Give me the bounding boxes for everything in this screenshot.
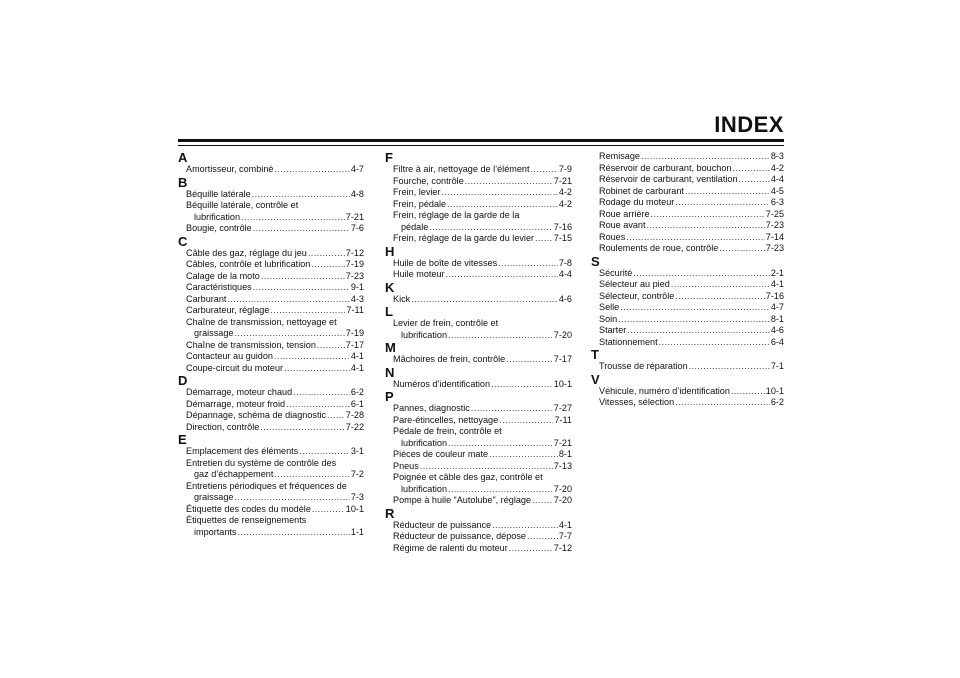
dot-leader — [411, 294, 558, 306]
index-letter-heading: N — [385, 364, 395, 380]
index-letter-heading: E — [178, 432, 187, 447]
index-entry-continuation — [385, 484, 572, 496]
index-page-number: 10-1 — [553, 378, 572, 389]
index-entry-continuation — [178, 492, 364, 504]
index-entry — [385, 426, 572, 438]
index-page-number: 4-8 — [350, 188, 364, 199]
header-rule-thin — [178, 145, 784, 146]
index-entry-text: lubrification — [401, 483, 447, 494]
index-page-number: 8-1 — [558, 449, 572, 459]
index-page-number: 7-19 — [345, 259, 364, 269]
index-page-number: 4-3 — [350, 293, 364, 304]
index-entry — [385, 210, 572, 222]
dot-leader — [731, 386, 765, 398]
index-letter-heading: L — [385, 304, 393, 319]
dot-leader — [284, 363, 350, 375]
index-entry — [178, 317, 364, 329]
index-page-number: 4-1 — [770, 279, 784, 289]
dot-leader — [317, 340, 345, 352]
index-page-number: 10-1 — [345, 503, 364, 514]
index-entry — [591, 197, 784, 209]
index-entry-text: gaz d’échappement — [194, 469, 274, 479]
dot-leader — [651, 209, 765, 221]
index-entry — [385, 379, 572, 391]
index-letter-heading: M — [385, 340, 396, 355]
index-page-number: 4-1 — [350, 362, 364, 373]
index-entry-text: graissage — [194, 492, 234, 502]
index-page-number: 3-1 — [350, 446, 364, 456]
index-entry-text: Chaîne de transmission, tension — [186, 339, 316, 350]
dot-leader — [491, 379, 553, 391]
index-entry-text: Béquille latérale, contrôle et — [186, 200, 299, 210]
index-entry — [178, 164, 364, 176]
index-entry-text: Frein, réglage de la garde du levier — [393, 233, 535, 243]
index-entry — [591, 279, 784, 291]
index-entry-text: Huile de boîte de vitesses — [393, 257, 498, 268]
index-entry — [178, 340, 364, 352]
index-entry-text: Caractéristiques — [186, 282, 252, 292]
index-column-2 — [385, 151, 572, 554]
index-entry — [385, 472, 572, 484]
index-entry-text: Réservoir de carburant, ventilation — [599, 174, 738, 184]
index-page-number: 7-23 — [765, 220, 784, 230]
index-entry-text: Véhicule, numéro d’identification — [599, 385, 730, 396]
dot-leader — [471, 403, 553, 415]
dot-leader — [227, 294, 349, 306]
index-entry-continuation — [178, 328, 364, 340]
index-entry — [385, 233, 572, 245]
dot-leader — [506, 354, 553, 366]
index-page-number: 7-22 — [345, 421, 364, 432]
dot-leader — [498, 258, 558, 270]
index-entry-text: Direction, contrôle — [186, 421, 260, 432]
dot-leader — [685, 186, 770, 198]
dot-leader — [527, 531, 558, 543]
index-entry — [591, 220, 784, 232]
index-entry-text: Carburant — [186, 293, 227, 304]
index-page-number: 2-1 — [770, 267, 784, 278]
index-entry — [178, 282, 364, 294]
index-entry-text: Bougie, contrôle — [186, 223, 252, 233]
index-entry — [591, 361, 784, 373]
index-entry-text: Entretien du système de contrôle des — [186, 457, 337, 468]
index-letter-heading: A — [178, 150, 188, 165]
index-entry-text: Roue avant — [599, 220, 646, 230]
dot-leader — [312, 504, 345, 516]
index-entry — [385, 269, 572, 281]
dot-leader — [627, 325, 770, 337]
index-entry-text: graissage — [194, 328, 234, 338]
dot-leader — [274, 164, 349, 176]
index-page-number: 7-23 — [345, 270, 364, 281]
index-entry — [178, 363, 364, 375]
dot-leader — [509, 543, 553, 555]
index-column-1 — [178, 151, 364, 538]
index-entry-text: Pneus — [393, 460, 419, 471]
index-entry-continuation — [178, 212, 364, 224]
dot-leader — [308, 248, 345, 260]
index-entry-text: Numéros d’identification — [393, 378, 491, 389]
index-page-number: 7-16 — [553, 221, 572, 232]
index-entry-text: Réservoir de carburant, bouchon — [599, 162, 732, 173]
dot-leader — [448, 484, 553, 496]
index-entry-text: Poignée et câble des gaz, contrôle et — [393, 472, 543, 482]
index-entry — [178, 504, 364, 516]
index-entry — [178, 458, 364, 470]
index-page-number: 7-20 — [553, 329, 572, 340]
index-page-number: 8-3 — [770, 151, 784, 161]
dot-leader — [671, 279, 770, 291]
dot-leader — [620, 302, 770, 314]
dot-leader — [274, 469, 349, 481]
index-letter-heading: C — [178, 233, 188, 249]
index-entry — [591, 151, 784, 163]
index-page-number: 6-4 — [770, 336, 784, 347]
index-page-number: 1-1 — [350, 526, 364, 537]
index-page-number: 4-1 — [350, 351, 364, 361]
index-page-number: 6-3 — [770, 197, 784, 207]
dot-leader — [675, 197, 770, 209]
index-entry — [385, 354, 572, 366]
index-page-number: 7-7 — [558, 531, 572, 541]
index-entry-text: Filtre à air, nettoyage de l’élément — [393, 164, 530, 174]
index-letter-heading: B — [178, 174, 188, 190]
index-entry-continuation — [178, 527, 364, 539]
index-page-number: 7-27 — [553, 403, 572, 413]
index-entry-text: Rodage du moteur — [599, 197, 675, 207]
dot-leader — [447, 199, 558, 211]
index-entry — [385, 199, 572, 211]
index-entry-text: Sécurité — [599, 267, 633, 278]
index-page-number: 7-20 — [553, 495, 572, 505]
index-page-number: 4-7 — [350, 164, 364, 174]
index-entry-text: Dépannage, schéma de diagnostic — [186, 410, 327, 420]
dot-leader — [237, 527, 349, 539]
index-entry-text: Trousse de réparation — [599, 361, 688, 371]
index-letter-heading: K — [385, 279, 395, 295]
index-entry — [178, 294, 364, 306]
index-entry-text: Pare-étincelles, nettoyage — [393, 414, 499, 425]
index-page-number: 7-3 — [350, 492, 364, 502]
index-page-number: 7-25 — [765, 208, 784, 219]
index-entry-text: lubrification — [194, 211, 240, 222]
index-page-number: 7-8 — [558, 257, 572, 268]
index-page-number: 7-12 — [553, 542, 572, 553]
index-page-number: 4-4 — [770, 174, 784, 184]
index-page-number: 4-1 — [558, 519, 572, 530]
dot-leader — [675, 397, 770, 409]
dot-leader — [492, 520, 558, 532]
index-entry-text: Robinet de carburant — [599, 185, 684, 196]
index-entry-text: Roues — [599, 231, 626, 242]
index-entry — [591, 186, 784, 198]
index-entry — [178, 410, 364, 422]
dot-leader — [253, 223, 350, 235]
index-entry — [385, 318, 572, 330]
index-page-number: 4-6 — [770, 325, 784, 335]
index-letter-heading: V — [591, 371, 600, 387]
index-entry-text: Pompe à huile “Autolube”, réglage — [393, 495, 532, 505]
index-entry-text: Levier de frein, contrôle et — [393, 318, 499, 328]
index-entry-continuation — [178, 469, 364, 481]
index-entry — [178, 248, 364, 260]
index-letter-heading: D — [178, 373, 188, 388]
index-entry — [385, 258, 572, 270]
index-entry-text: Étiquettes de renseignements — [186, 515, 307, 525]
index-page-number: 8-1 — [770, 313, 784, 324]
index-letter-heading: F — [385, 150, 393, 165]
index-page-number: 4-4 — [558, 269, 572, 279]
index-entry-text: Emplacement des éléments — [186, 446, 299, 456]
index-entry-text: Fourche, contrôle — [393, 175, 464, 186]
index-entry — [178, 351, 364, 363]
index-entry-continuation — [385, 222, 572, 234]
dot-leader — [532, 495, 553, 507]
index-page-number: 4-2 — [558, 198, 572, 209]
index-entry-text: Frein, levier — [393, 187, 441, 197]
dot-leader — [286, 399, 350, 411]
index-entry — [385, 495, 572, 507]
index-page-number: 7-21 — [345, 211, 364, 222]
dot-leader — [442, 187, 558, 199]
index-page-number: 7-21 — [553, 175, 572, 186]
index-entry-text: importants — [194, 526, 237, 537]
index-entry — [178, 259, 364, 271]
index-entry-text: Étiquette des codes du modèle — [186, 503, 311, 514]
index-entry — [385, 520, 572, 532]
index-page-number: 7-2 — [350, 469, 364, 479]
dot-leader — [446, 269, 558, 281]
dot-leader — [489, 449, 558, 461]
index-entry-text: Soin — [599, 313, 618, 324]
index-page-number: 7-17 — [345, 339, 364, 350]
index-entry-text: Sélecteur au pied — [599, 279, 670, 289]
index-page-number: 7-11 — [346, 305, 364, 315]
index-entry — [591, 209, 784, 221]
index-entry-text: Réducteur de puissance, dépose — [393, 531, 526, 541]
index-column-3 — [591, 151, 784, 409]
index-entry-text: Carburateur, réglage — [186, 305, 270, 315]
index-entry — [591, 243, 784, 255]
dot-leader — [270, 305, 345, 317]
index-page-number: 4-7 — [770, 302, 784, 312]
dot-leader — [252, 189, 350, 201]
index-entry — [591, 325, 784, 337]
index-entry-text: Amortisseur, combiné — [186, 164, 274, 174]
index-page-number: 7-20 — [553, 483, 572, 494]
index-entry-text: Béquille latérale — [186, 188, 251, 199]
dot-leader — [641, 151, 770, 163]
index-entry — [178, 515, 364, 527]
index-entry — [591, 268, 784, 280]
index-letter-heading: T — [591, 347, 599, 362]
dot-leader — [739, 174, 770, 186]
dot-leader — [260, 422, 345, 434]
index-entry-text: Vitesses, sélection — [599, 397, 675, 407]
index-page-number: 7-9 — [558, 164, 572, 174]
index-entry-text: Starter — [599, 325, 627, 335]
index-entry-text: Selle — [599, 302, 620, 312]
index-entry-text: pédale — [401, 221, 429, 232]
index-page-number: 7-23 — [765, 243, 784, 253]
index-page-number: 7-17 — [553, 354, 572, 364]
index-entry — [591, 386, 784, 398]
index-entry — [591, 163, 784, 175]
index-entry-text: Calage de la moto — [186, 270, 260, 281]
dot-leader — [647, 220, 765, 232]
index-letter-heading: S — [591, 253, 600, 269]
index-entry-text: Câble des gaz, réglage du jeu — [186, 247, 307, 258]
dot-leader — [293, 387, 350, 399]
index-entry-text: Pannes, diagnostic — [393, 403, 470, 413]
index-entry-text: Réducteur de puissance — [393, 519, 492, 530]
index-entry — [591, 174, 784, 186]
index-entry — [591, 232, 784, 244]
dot-leader — [499, 415, 553, 427]
index-entry-text: Sélecteur, contrôle — [599, 290, 675, 301]
index-entry — [385, 187, 572, 199]
index-letter-heading: H — [385, 243, 395, 259]
index-entry — [591, 397, 784, 409]
index-entry-continuation — [385, 438, 572, 450]
index-entry-text: Frein, réglage de la garde de la — [393, 210, 520, 220]
dot-leader — [299, 446, 350, 458]
index-entry-text: Pédale de frein, contrôle et — [393, 426, 502, 436]
index-entry-text: lubrification — [401, 329, 447, 340]
page-title: INDEX — [714, 112, 784, 137]
index-entry-text: Démarrage, moteur chaud — [186, 387, 293, 397]
index-entry — [178, 481, 364, 493]
index-entry-text: Huile moteur — [393, 269, 445, 279]
index-entry-text: Pièces de couleur mate — [393, 449, 489, 459]
index-entry — [178, 305, 364, 317]
index-page-number: 7-15 — [553, 233, 572, 243]
index-entry — [591, 302, 784, 314]
index-page-number: 4-6 — [558, 293, 572, 304]
index-entry-text: lubrification — [401, 437, 447, 448]
index-entry — [385, 543, 572, 555]
dot-leader — [535, 233, 553, 245]
index-page-number: 7-14 — [765, 231, 784, 242]
index-entry — [178, 387, 364, 399]
index-page-number: 6-1 — [350, 398, 364, 409]
index-entry — [591, 314, 784, 326]
dot-leader — [675, 291, 764, 303]
index-entry-text: Remisage — [599, 151, 640, 161]
index-page-number: 7-1 — [770, 361, 784, 371]
dot-leader — [732, 163, 769, 175]
index-entry — [178, 200, 364, 212]
index-letter-heading: P — [385, 389, 394, 404]
dot-leader — [429, 222, 552, 234]
dot-leader — [626, 232, 765, 244]
dot-leader — [234, 492, 349, 504]
index-entry — [178, 399, 364, 411]
index-page-number: 9-1 — [350, 282, 364, 292]
index-page-number: 4-2 — [558, 187, 572, 197]
dot-leader — [633, 268, 769, 280]
dot-leader — [420, 461, 553, 473]
index-entry-text: Kick — [393, 293, 411, 304]
index-entry-text: Régime de ralenti du moteur — [393, 542, 508, 553]
dot-leader — [234, 328, 344, 340]
dot-leader — [261, 271, 345, 283]
index-entry — [178, 223, 364, 235]
index-entry-text: Roulements de roue, contrôle — [599, 243, 719, 253]
index-page-number: 4-5 — [770, 185, 784, 196]
index-page-number: 6-2 — [350, 387, 364, 397]
index-page-number: 6-2 — [770, 397, 784, 407]
index-letter-heading: R — [385, 505, 395, 521]
index-entry — [385, 461, 572, 473]
index-entry — [385, 531, 572, 543]
index-entry — [385, 176, 572, 188]
dot-leader — [659, 337, 770, 349]
index-entry-text: Démarrage, moteur froid — [186, 398, 286, 409]
index-page-number: 7-6 — [350, 223, 364, 233]
index-page-number: 7-11 — [554, 414, 572, 425]
header-rule-thick — [178, 139, 784, 142]
index-entry — [591, 337, 784, 349]
index-page-number: 4-2 — [770, 162, 784, 173]
dot-leader — [311, 259, 344, 271]
dot-leader — [530, 164, 557, 176]
index-page-number: 7-28 — [345, 410, 364, 420]
index-entry — [385, 449, 572, 461]
dot-leader — [465, 176, 553, 188]
dot-leader — [241, 212, 345, 224]
dot-leader — [327, 410, 345, 422]
index-page-number: 7-13 — [553, 460, 572, 471]
index-entry-continuation — [385, 330, 572, 342]
index-page-number: 7-16 — [765, 290, 784, 301]
index-entry — [385, 415, 572, 427]
index-entry — [178, 271, 364, 283]
index-page-number: 7-21 — [553, 437, 572, 448]
index-entry-text: Coupe-circuit du moteur — [186, 362, 284, 373]
index-entry-text: Chaîne de transmission, nettoyage et — [186, 316, 337, 327]
index-entry-text: Contacteur au guidon — [186, 351, 273, 361]
dot-leader — [448, 330, 553, 342]
index-entry-text: Entretiens périodiques et fréquences de — [186, 480, 347, 491]
index-entry-text: Câbles, contrôle et lubrification — [186, 259, 311, 269]
index-page-number: 7-12 — [345, 247, 364, 258]
index-entry — [178, 422, 364, 434]
dot-leader — [274, 351, 350, 363]
dot-leader — [618, 314, 770, 326]
dot-leader — [253, 282, 350, 294]
index-entry-text: Mâchoires de frein, contrôle — [393, 354, 506, 364]
dot-leader — [719, 243, 764, 255]
index-entry — [385, 164, 572, 176]
dot-leader — [448, 438, 553, 450]
index-entry — [178, 189, 364, 201]
index-entry-text: Stationnement — [599, 336, 658, 347]
index-page-number: 7-19 — [345, 328, 364, 338]
index-entry — [385, 403, 572, 415]
index-entry — [178, 446, 364, 458]
dot-leader — [689, 361, 770, 373]
index-entry-text: Frein, pédale — [393, 198, 447, 209]
index-page-number: 10-1 — [765, 385, 784, 396]
index-entry — [591, 291, 784, 303]
index-entry-text: Roue arrière — [599, 208, 650, 219]
index-entry — [385, 294, 572, 306]
